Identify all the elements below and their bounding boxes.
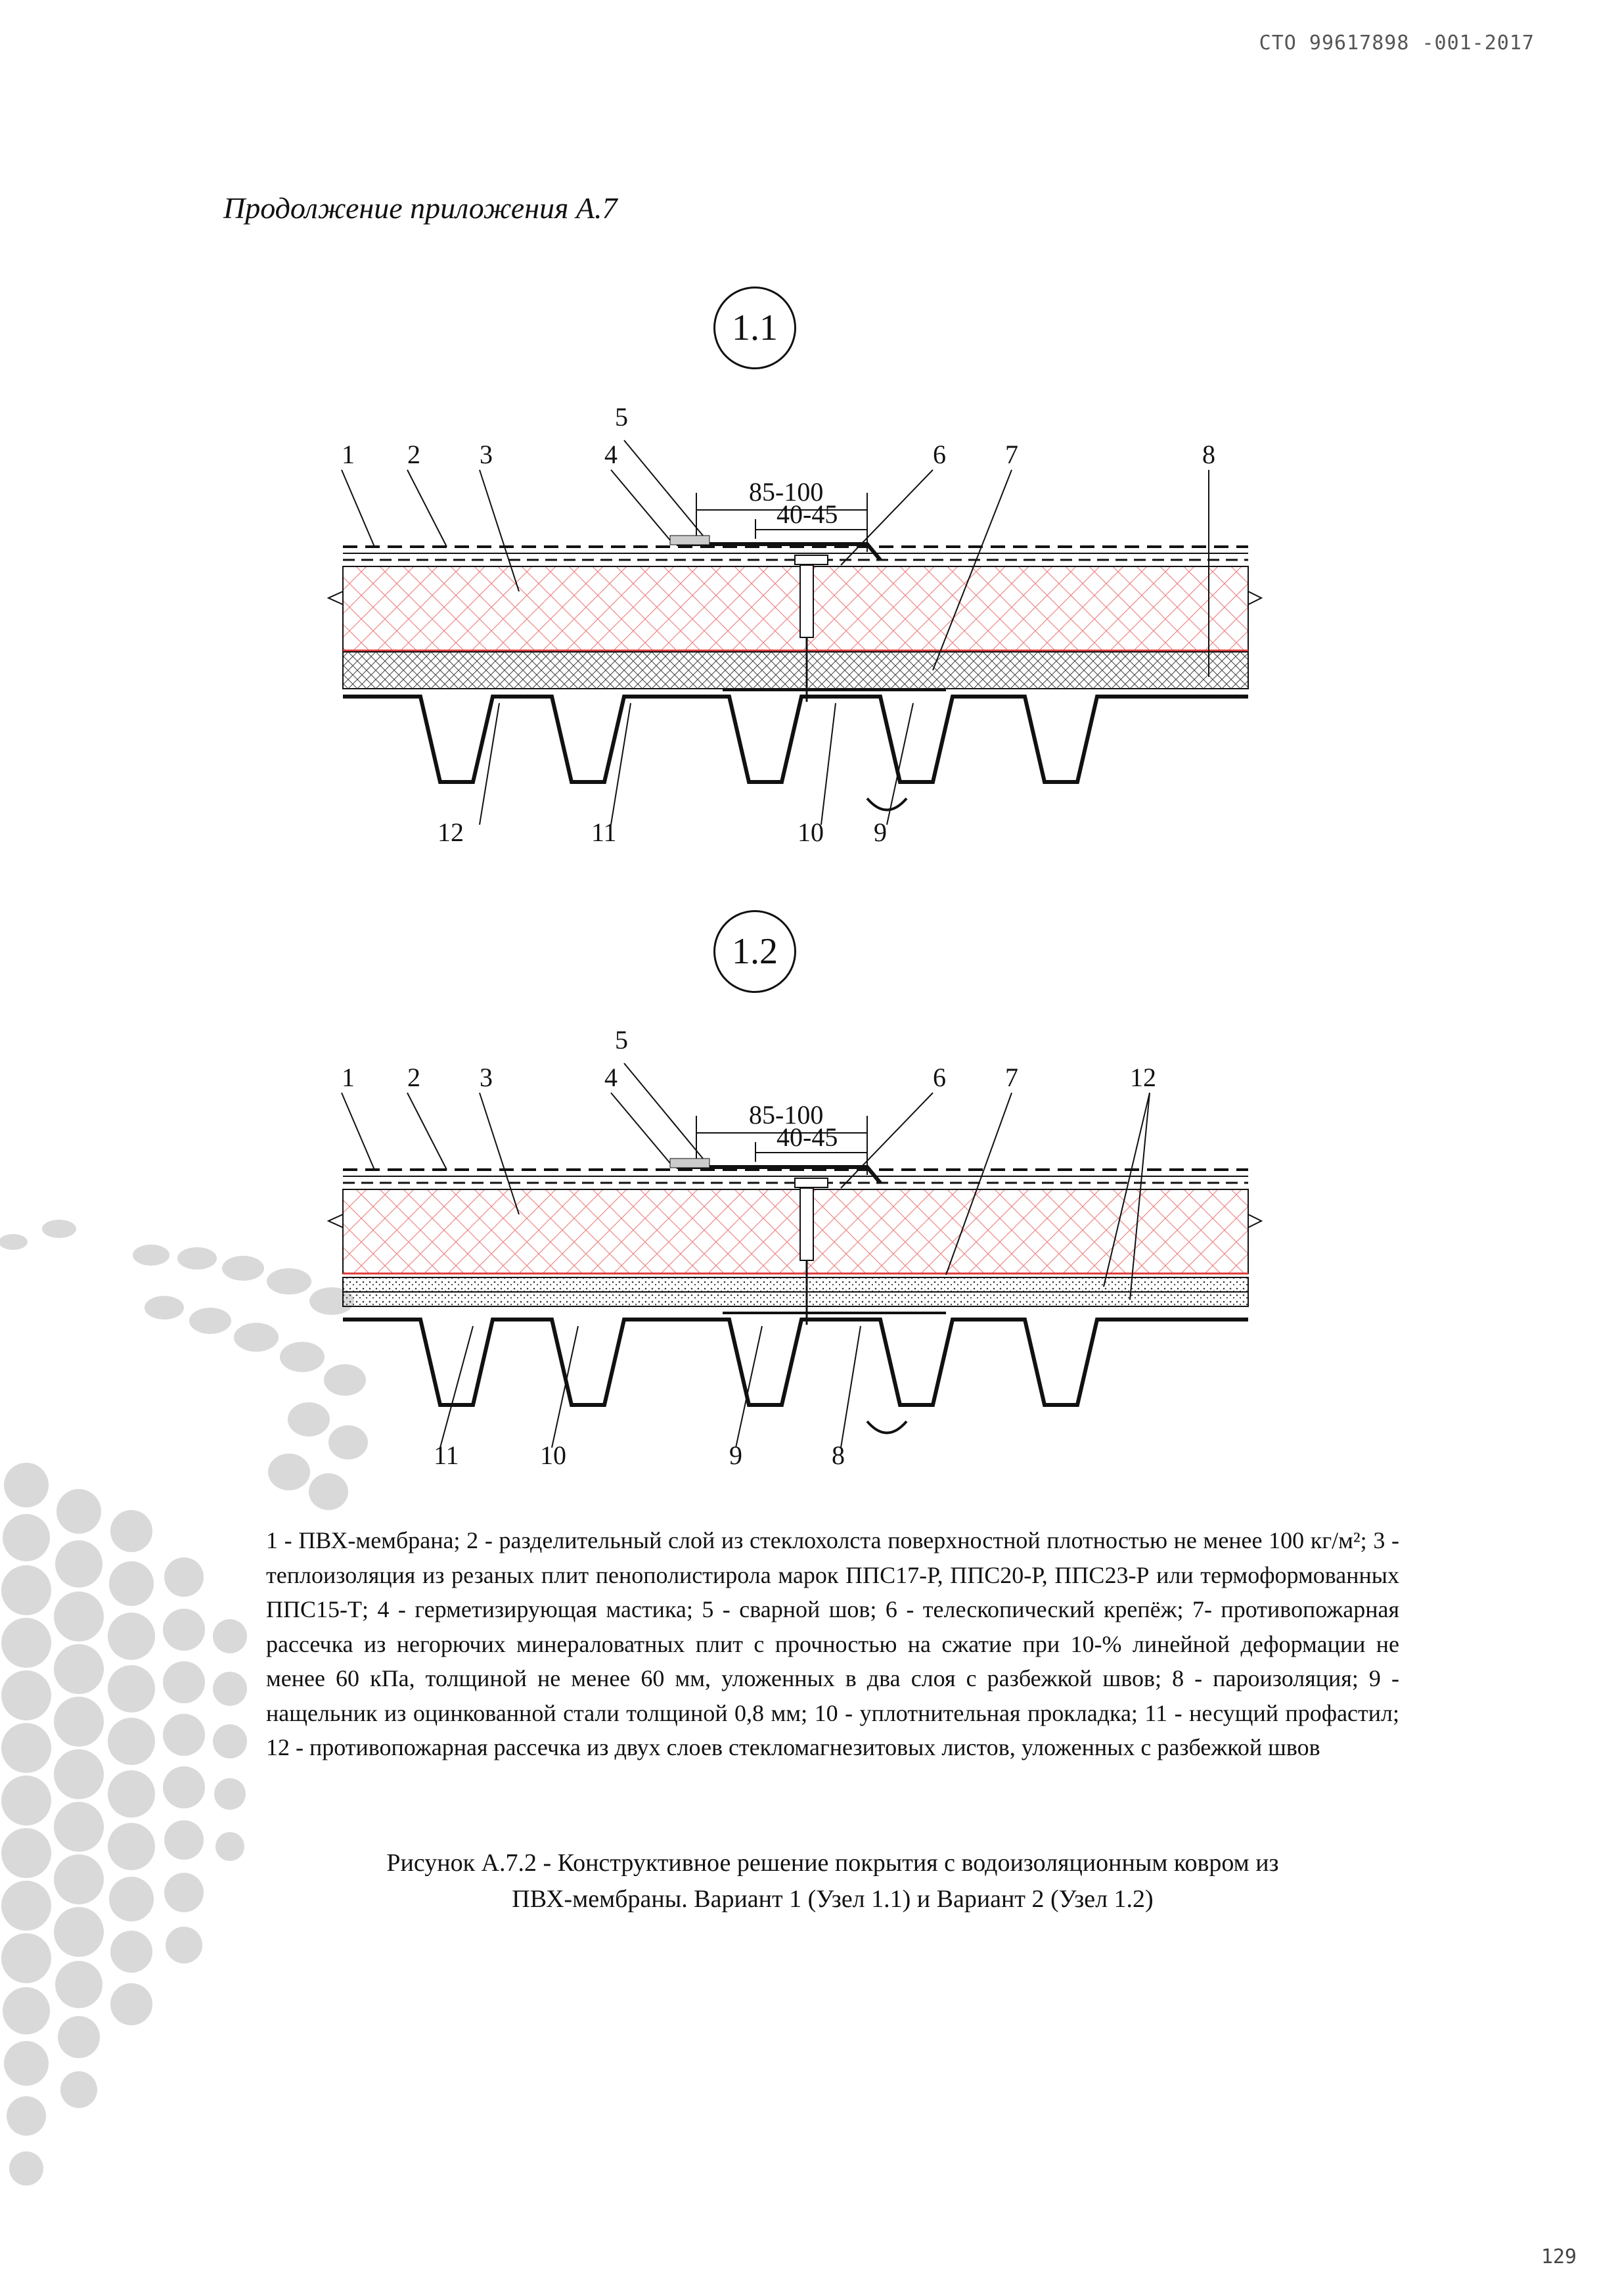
legend-text: 1 - ПВХ-мембрана; 2 - разделительный слой из стеклохолста поверхностной плотностью не менее 100 кг/м²; 3 - теплоизоляция из резаных плит пенополистирола марок ППС17-Р, ППС20-Р, ППС23-Р или термоформованных ППС15-Т; 4 - герметизирующая мастика; 5 - сварной шов; 6 - телескопический крепёж; 7- противопожарная рассечка из негорючих минераловатных плит с прочностью на сжатие при 10-% линейной деформации не менее 60 кПа, толщиной не менее 60 мм, уложенных в два слоя с разбежкой швов; 8 - пароизоляция; 9 - нащельник из оцинкованной стали толщиной 0,8 мм; 10 - уплотнительная прокладка; 11 - несущий профастил; 12 - противопожарная рассечка из двух слоев стекломагнезитовых листов, уложенных с разбежкой швов [266, 1527, 1399, 1761]
label-2: 2 [407, 1063, 420, 1092]
label-5: 5 [615, 402, 628, 432]
label-1: 1 [342, 440, 355, 469]
label-3: 3 [480, 1063, 493, 1092]
label-11: 11 [434, 1440, 459, 1470]
label-12: 12 [438, 817, 464, 847]
label-10: 10 [798, 817, 824, 847]
label-6: 6 [933, 440, 946, 469]
label-6: 6 [933, 1063, 946, 1092]
dimension-40-45: 40-45 [776, 1122, 838, 1152]
label-7: 7 [1005, 1063, 1018, 1092]
dimension-85-100: 85-100 [749, 1100, 824, 1130]
node-marker-1-1: 1.1 [713, 287, 796, 369]
section-drawing-1-2 [302, 1017, 1261, 1470]
label-3: 3 [480, 440, 493, 469]
caption-line-2: ПВХ-мембраны. Вариант 1 (Узел 1.1) и Вариант 2 (Узел 1.2) [512, 1885, 1154, 1914]
label-8: 8 [1202, 440, 1215, 469]
page-number: 129 [1541, 2245, 1577, 2268]
label-12: 12 [1130, 1063, 1156, 1092]
label-11: 11 [591, 817, 617, 847]
label-9: 9 [874, 817, 887, 847]
label-4: 4 [604, 1063, 618, 1092]
label-10: 10 [540, 1440, 566, 1470]
label-5: 5 [615, 1025, 628, 1055]
dimension-40-45: 40-45 [776, 499, 838, 529]
node-marker-1-2: 1.2 [713, 910, 796, 993]
document-code: СТО 99617898 -001-2017 [1259, 32, 1535, 55]
dimension-85-100: 85-100 [749, 477, 824, 507]
label-7: 7 [1005, 440, 1018, 469]
label-8: 8 [832, 1440, 845, 1470]
label-2: 2 [407, 440, 420, 469]
section-drawing-1-1 [302, 394, 1261, 847]
label-1: 1 [342, 1063, 355, 1092]
label-4: 4 [604, 440, 618, 469]
label-9: 9 [729, 1440, 742, 1470]
caption-line-1: Рисунок А.7.2 - Конструктивное решение покрытия с водоизоляционным ковром из [386, 1849, 1279, 1877]
figure-caption [266, 1845, 1399, 1917]
section-title: Продолжение приложения А.7 [223, 191, 618, 225]
